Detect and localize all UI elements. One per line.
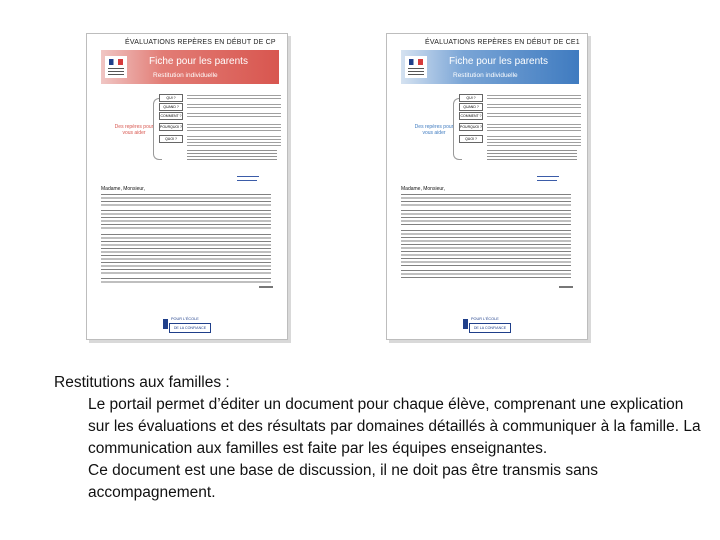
question-row: POURQUOI ? <box>159 123 281 131</box>
footer-logo: POUR L'ÉCOLE DE LA CONFIANCE <box>463 317 513 335</box>
question-row: QUOI ? <box>159 135 281 143</box>
band-title: Fiche pour les parents <box>149 56 248 67</box>
text-block <box>187 150 277 160</box>
band-subtitle: Restitution individuelle <box>153 72 218 79</box>
link-line <box>537 176 559 177</box>
question-row: COMMENT ? <box>459 112 581 120</box>
header-band <box>101 50 279 84</box>
caption-body-1: Le portail permet d’éditer un document pour chaque élève, comprenant une explication sur les évaluations et des résultats par domaines détaillés à communiquer à la famille. La communication aux familles est faite par les équipes enseignantes. <box>88 396 701 457</box>
paragraph <box>101 234 271 274</box>
greeting: Madame, Monsieur, <box>101 186 145 192</box>
header-band <box>401 50 579 84</box>
parent-sheet-ce1-thumbnail <box>386 33 588 340</box>
link-line <box>237 176 259 177</box>
caption-heading: Restitutions aux familles : <box>54 374 230 391</box>
parent-sheet-cp-thumbnail <box>86 33 288 340</box>
question-row: QUAND ? <box>159 103 281 111</box>
question-row: QUAND ? <box>459 103 581 111</box>
link-line <box>537 180 557 181</box>
band-title: Fiche pour les parents <box>449 56 548 67</box>
republic-logo-icon <box>405 56 427 78</box>
question-row: QUOI ? <box>459 135 581 143</box>
band-subtitle: Restitution individuelle <box>453 72 518 79</box>
paragraph <box>101 278 271 284</box>
slide-caption <box>54 372 704 504</box>
question-row: COMMENT ? <box>159 112 281 120</box>
doc-title: ÉVALUATIONS REPÈRES EN DÉBUT DE CE1 <box>425 39 580 46</box>
paragraph <box>401 194 571 206</box>
question-row: QUI ? <box>459 94 581 102</box>
link-line <box>237 180 257 181</box>
paragraph <box>401 230 571 266</box>
greeting: Madame, Monsieur, <box>401 186 445 192</box>
republic-logo-icon <box>105 56 127 78</box>
footer-logo: POUR L'ÉCOLE DE LA CONFIANCE <box>163 317 213 335</box>
signature <box>559 286 573 288</box>
caption-body-2: Ce document est une base de discussion, il ne doit pas être transmis sans accompagnement. <box>88 462 599 501</box>
paragraph <box>401 210 571 226</box>
text-block <box>487 150 577 160</box>
question-row: QUI ? <box>159 94 281 102</box>
signature <box>259 286 273 288</box>
side-label: Des repères pour vous aider <box>414 124 454 136</box>
paragraph <box>101 194 271 206</box>
paragraph <box>101 210 271 230</box>
doc-title: ÉVALUATIONS REPÈRES EN DÉBUT DE CP <box>125 39 276 46</box>
paragraph <box>401 270 571 280</box>
question-row: POURQUOI ? <box>459 123 581 131</box>
side-label: Des repères pour vous aider <box>114 124 154 136</box>
